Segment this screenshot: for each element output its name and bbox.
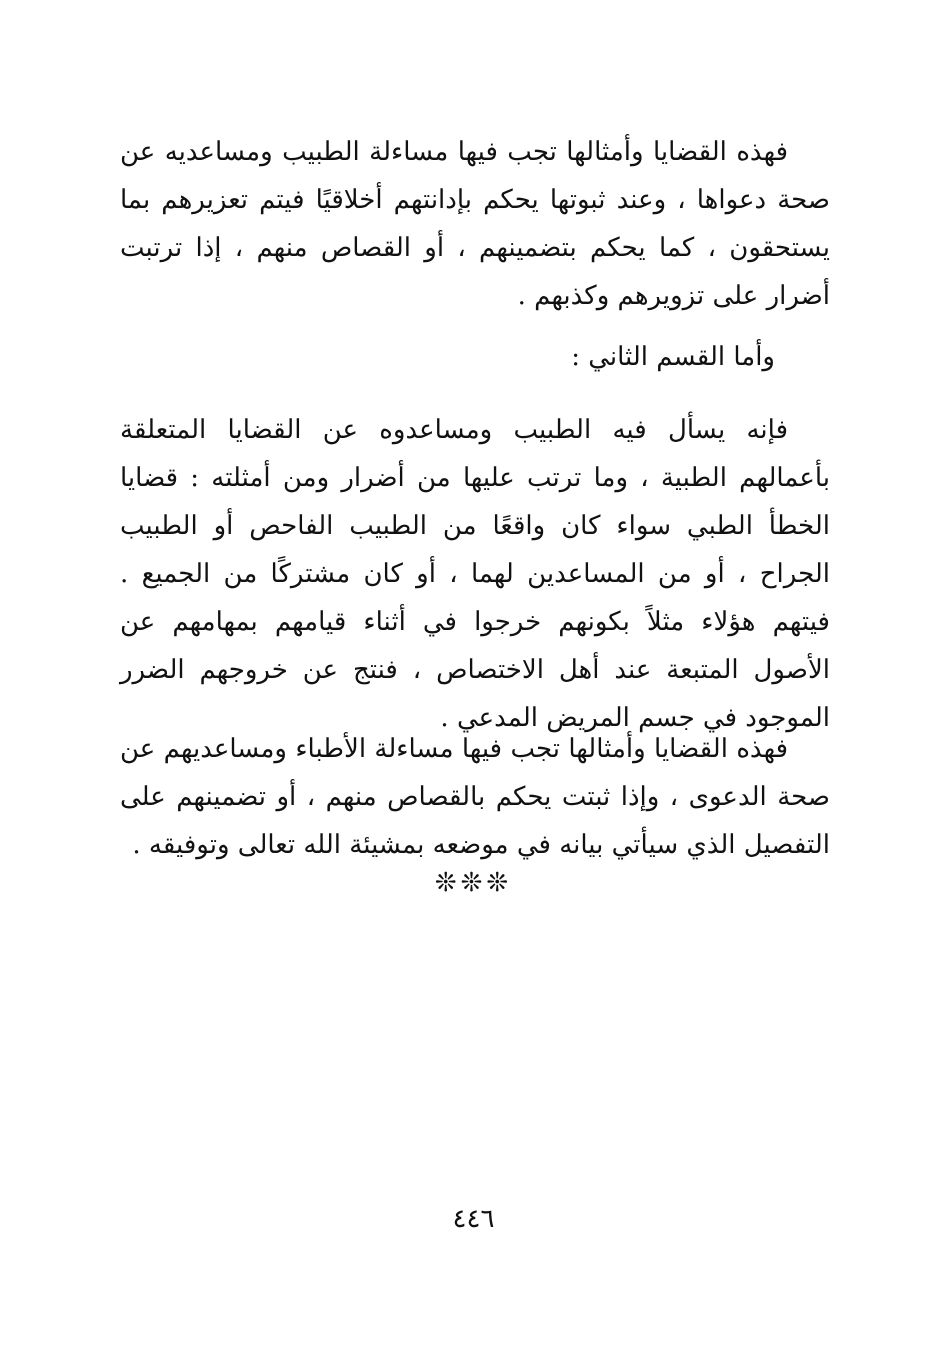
section-heading: وأما القسم الثاني :	[571, 342, 775, 372]
paragraph-2: فإنه يسأل فيه الطبيب ومساعدوه عن القضايا المتعلقة بأعمالهم الطبية ، وما ترتب عليها من أضرار ومن أمثلته : قضايا الخطأ الطبي سواء كان واقعًا من الطبيب الفاحص أو الطبيب الجراح ، أو من المساعدين لهما ، أو كان مشتركًا من الجميع . فيتهم هؤلاء مثلاً بكونهم خرجوا في أثناء قيامهم بمهامهم عن الأصول المتبعة عند أهل الاختصاص ، فنتج عن خروجهم الضرر الموجود في جسم المريض المدعي .	[120, 415, 830, 733]
section-ornament: ❊❊❊	[434, 868, 513, 898]
paragraph-1: فهذه القضايا وأمثالها تجب فيها مساءلة الطبيب ومساعديه عن صحة دعواها ، وعند ثبوتها يحكم بإدانتهم أخلاقيًا فيتم تعزيرهم بما يستحقون ، كما يحكم بتضمينهم ، أو القصاص منهم ، إذا ترتبت أضرار على تزويرهم وكذبهم .	[120, 137, 830, 311]
page-number: ٤٤٦	[452, 1204, 495, 1234]
paragraph-3: فهذه القضايا وأمثالها تجب فيها مساءلة الأطباء ومساعديهم عن صحة الدعوى ، وإذا ثبتت يحكم بالقصاص منهم ، أو تضمينهم على التفصيل الذي سيأتي بيانه في موضعه بمشيئة الله تعالى وتوفيقه .	[120, 734, 830, 860]
